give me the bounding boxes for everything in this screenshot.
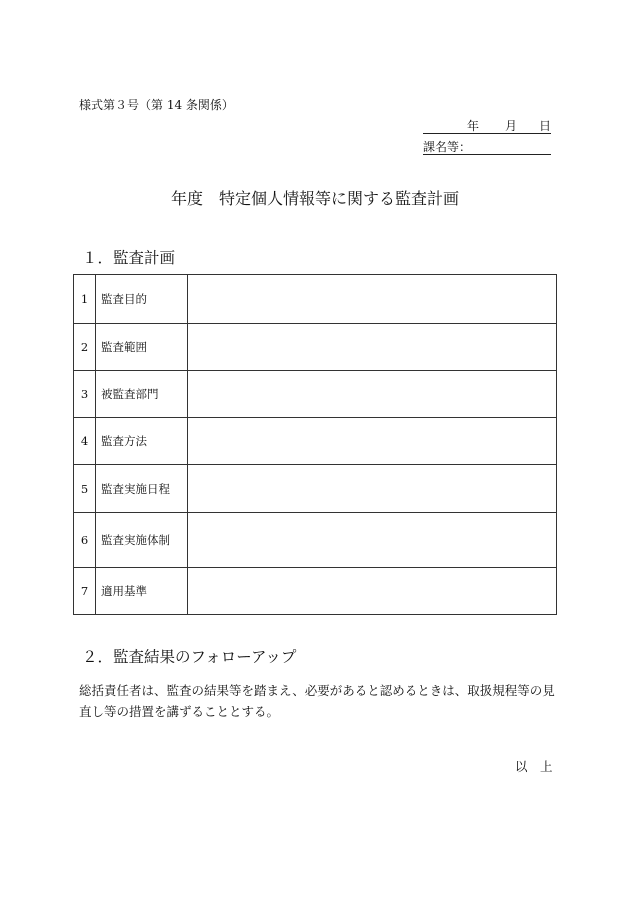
row-content[interactable]	[188, 418, 557, 465]
document-title: 年度 特定個人情報等に関する監査計画	[170, 189, 459, 208]
day-label: 日	[539, 119, 552, 133]
row-number: 3	[74, 371, 96, 418]
department-label: 課名等：	[423, 140, 472, 154]
row-item: 適用基準	[96, 568, 188, 615]
followup-text: 総括責任者は、監査の結果等を踏まえ、必要があると認めるときは、取扱規程等の見直し等の措置を講ずることとする。	[79, 683, 555, 719]
section1-heading: １．監査計画	[82, 249, 176, 267]
table-row	[74, 465, 557, 513]
section2-heading: ２．監査結果のフォローアップ	[82, 648, 297, 666]
table-row	[74, 418, 557, 465]
table-row	[74, 513, 557, 568]
row-content[interactable]	[188, 465, 557, 513]
date-line	[423, 117, 551, 134]
month-label: 月	[505, 119, 518, 133]
year-label: 年	[467, 119, 480, 133]
row-number: 4	[74, 418, 96, 465]
table-row	[74, 324, 557, 371]
closing-text: 以 上	[515, 759, 553, 774]
row-number: 6	[74, 513, 96, 568]
table-row	[74, 275, 557, 324]
form-number: 様式第３号（第 14 条関係）	[79, 98, 234, 112]
row-number: 2	[74, 324, 96, 371]
row-number: 5	[74, 465, 96, 513]
department-line	[423, 138, 551, 155]
row-number: 7	[74, 568, 96, 615]
row-item: 監査実施日程	[96, 465, 188, 513]
row-item: 監査目的	[96, 275, 188, 324]
row-content[interactable]	[188, 324, 557, 371]
audit-plan-table	[73, 274, 557, 615]
row-item: 監査実施体制	[96, 513, 188, 568]
table-row	[74, 371, 557, 418]
row-item: 被監査部門	[96, 371, 188, 418]
table-row	[74, 568, 557, 615]
row-content[interactable]	[188, 371, 557, 418]
row-item: 監査範囲	[96, 324, 188, 371]
row-content[interactable]	[188, 513, 557, 568]
row-number: 1	[74, 275, 96, 324]
row-content[interactable]	[188, 568, 557, 615]
row-content[interactable]	[188, 275, 557, 324]
row-item: 監査方法	[96, 418, 188, 465]
